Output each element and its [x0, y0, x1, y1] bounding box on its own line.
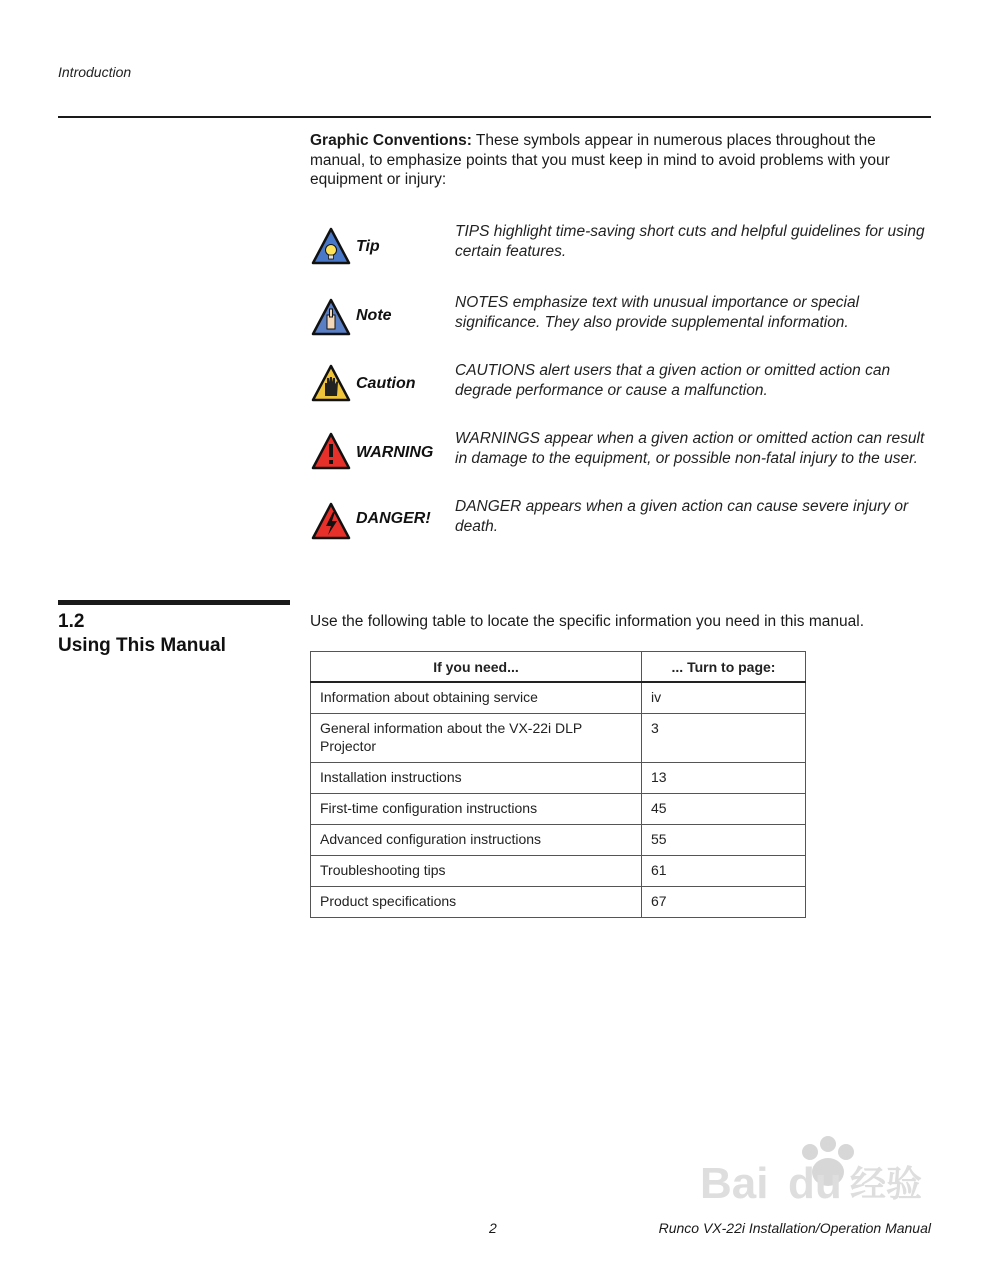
intro-lead: Graphic Conventions:: [310, 132, 472, 149]
danger-icon: [310, 501, 352, 541]
page-cell: 61: [642, 856, 806, 887]
page-cell: 67: [642, 887, 806, 918]
convention-danger: [310, 497, 931, 557]
note-text: NOTES emphasize text with unusual importance or special significance. They also provide supplemental information.: [455, 294, 860, 331]
convention-tip: [310, 222, 931, 282]
warning-text: WARNINGS appear when a given action or omitted action can result in damage to the equipment, or possible non-fatal injury to the user.: [455, 430, 925, 467]
note-label: Note: [356, 307, 392, 324]
section-number: 1.2: [58, 611, 85, 632]
page-cell: 55: [642, 825, 806, 856]
watermark-text-du: du: [788, 1159, 842, 1208]
running-head: Introduction: [58, 64, 132, 80]
section-title: Using This Manual: [58, 635, 226, 656]
table-row: [311, 682, 806, 714]
table-header-row: [311, 652, 806, 683]
table-row: [311, 794, 806, 825]
page-cell: iv: [642, 682, 806, 714]
caution-label: Caution: [356, 375, 416, 392]
header-turn-to-page: ... Turn to page:: [642, 652, 806, 683]
topic-cell: Product specifications: [311, 887, 642, 918]
page-reference-table: [310, 651, 806, 918]
header-rule: [58, 116, 931, 118]
topic-cell: Information about obtaining service: [311, 682, 642, 714]
table-intro: Use the following table to locate the specific information you need in this manual.: [310, 613, 865, 630]
intro-body: These symbols appear in numerous places throughout the manual, to emphasize points that you must keep in mind to avoid problems with your equipment or injury:: [310, 132, 890, 188]
tip-label: Tip: [356, 238, 380, 255]
convention-note: [310, 293, 931, 353]
caution-icon: [310, 363, 352, 403]
table-row: [311, 763, 806, 794]
topic-cell: General information about the VX-22i DLP Projector: [311, 714, 642, 763]
topic-cell: Troubleshooting tips: [311, 856, 642, 887]
tip-text: TIPS highlight time-saving short cuts and helpful guidelines for using certain features.: [455, 223, 925, 260]
watermark-text-bai: Bai: [700, 1159, 769, 1208]
topic-cell: Advanced configuration instructions: [311, 825, 642, 856]
convention-caution: [310, 361, 931, 421]
table-row: [311, 887, 806, 918]
table-row: [311, 825, 806, 856]
page-number: 2: [489, 1220, 497, 1236]
page-cell: 45: [642, 794, 806, 825]
topic-cell: Installation instructions: [311, 763, 642, 794]
warning-icon: [310, 431, 352, 471]
note-icon: [310, 297, 352, 337]
tip-icon: [310, 226, 352, 266]
section-rule: [58, 600, 290, 605]
manual-title: Runco VX-22i Installation/Operation Manual: [658, 1220, 931, 1236]
table-row: [311, 856, 806, 887]
watermark-text-cjk: 经验: [850, 1164, 923, 1205]
convention-warning: [310, 429, 931, 489]
graphic-conventions-intro: [310, 131, 910, 190]
warning-label: WARNING: [356, 444, 434, 461]
danger-text: DANGER appears when a given action can cause severe injury or death.: [455, 498, 909, 535]
topic-cell: First-time configuration instructions: [311, 794, 642, 825]
page-cell: 13: [642, 763, 806, 794]
table-row: [311, 714, 806, 763]
baidu-watermark: [700, 1130, 940, 1220]
caution-text: CAUTIONS alert users that a given action or omitted action can degrade performance or cause a malfunction.: [455, 362, 891, 399]
page-cell: 3: [642, 714, 806, 763]
danger-label: DANGER!: [356, 510, 431, 527]
header-if-you-need: If you need...: [311, 652, 642, 683]
